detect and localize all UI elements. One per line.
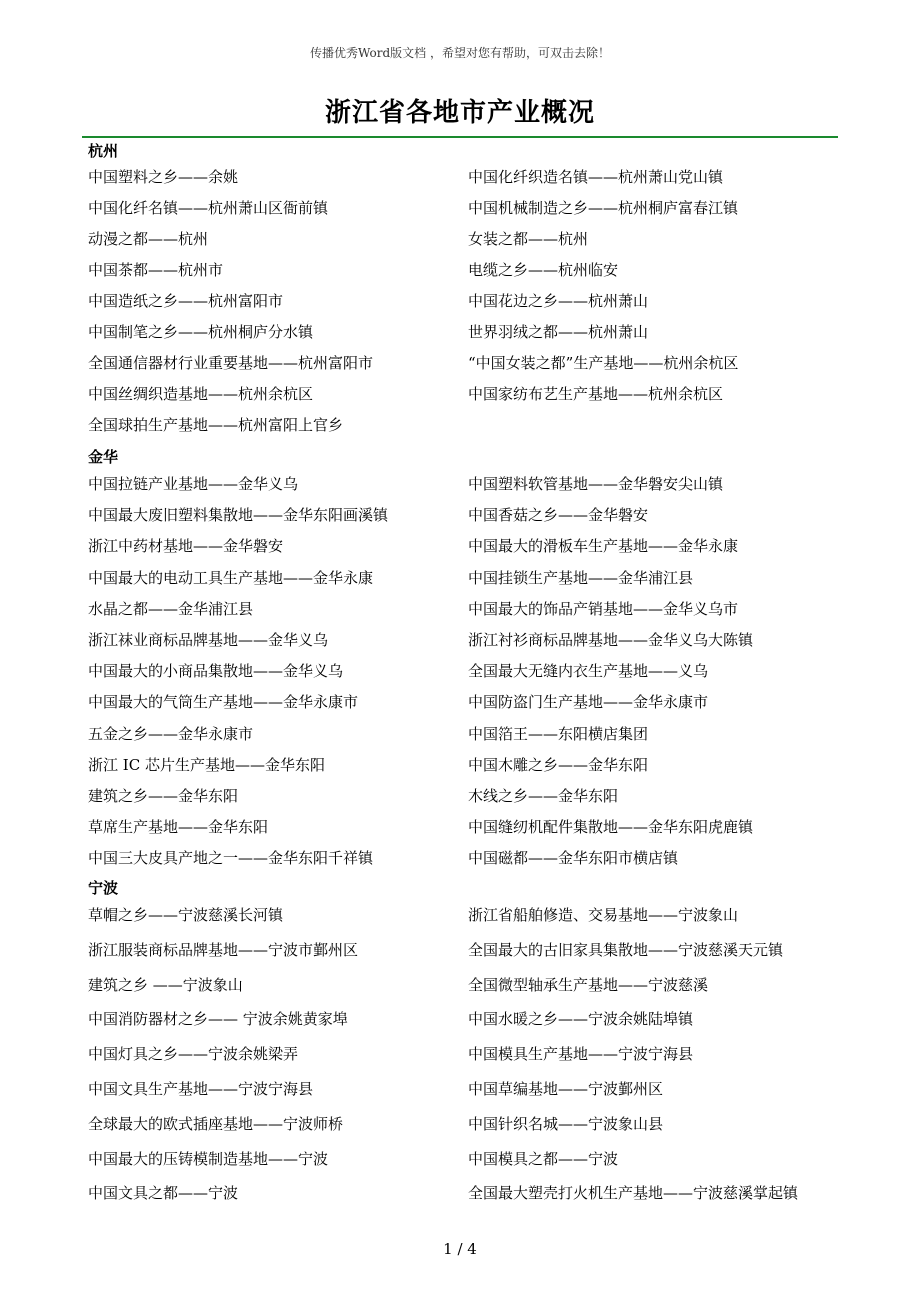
industry-entry: 中国最大的小商品集散地——金华义乌 — [88, 662, 344, 681]
section-heading: 金华 — [88, 448, 119, 466]
industry-entry: 浙江袜业商标品牌基地——金华义乌 — [88, 630, 329, 649]
industry-entry: 中国针织名城——宁波象山县 — [468, 1114, 664, 1133]
industry-entry: 中国模具生产基地——宁波宁海县 — [468, 1045, 694, 1064]
industry-entry: 中国文具生产基地——宁波宁海县 — [88, 1079, 314, 1098]
industry-entry: 全国通信器材行业重要基地——杭州富阳市 — [88, 354, 374, 372]
section-hangzhou — [88, 140, 838, 444]
industry-entry: 电缆之乡——杭州临安 — [468, 261, 619, 279]
table-row — [88, 503, 838, 534]
industry-entry: 中国挂锁生产基地——金华浦江县 — [468, 568, 694, 587]
industry-entry: 中国最大的气筒生产基地——金华永康市 — [88, 693, 359, 712]
industry-entry: 中国造纸之乡——杭州富阳市 — [88, 292, 284, 310]
industry-entry: “中国女装之都”生产基地——杭州余杭区 — [468, 354, 739, 372]
industry-entry: 中国水暖之乡——宁波余姚陆埠镇 — [468, 1010, 694, 1029]
table-row — [88, 382, 838, 413]
industry-entry: 中国消防器材之乡—— 宁波余姚黄家埠 — [88, 1010, 348, 1029]
table-row — [88, 846, 838, 877]
table-row — [88, 289, 838, 320]
table-row — [88, 973, 838, 1008]
table-row — [88, 690, 838, 721]
table-row — [88, 938, 838, 973]
industry-entry: 中国花边之乡——杭州萧山 — [468, 292, 649, 310]
table-row — [88, 1077, 838, 1112]
industry-entry: 中国文具之都——宁波 — [88, 1184, 239, 1203]
industry-entry: 中国磁都——金华东阳市横店镇 — [468, 849, 679, 868]
page-indicator: 1 / 4 — [443, 1240, 477, 1258]
title-divider — [82, 136, 838, 138]
industry-entry: 中国制笔之乡——杭州桐庐分水镇 — [88, 323, 314, 341]
table-row — [88, 320, 838, 351]
table-row — [88, 903, 838, 938]
table-row — [88, 1181, 838, 1216]
table-row — [88, 1147, 838, 1182]
section-heading: 杭州 — [88, 142, 119, 160]
table-row — [88, 628, 838, 659]
industry-entry: 动漫之都——杭州 — [88, 230, 209, 248]
industry-entry: 浙江衬衫商标品牌基地——金华义乌大陈镇 — [468, 630, 754, 649]
industry-entry: 建筑之乡 ——宁波象山 — [88, 975, 243, 994]
table-row — [88, 722, 838, 753]
industry-entry: 全国球拍生产基地——杭州富阳上官乡 — [88, 416, 344, 434]
industry-entry: 中国灯具之乡——宁波余姚梁弄 — [88, 1045, 299, 1064]
industry-entry: 全球最大的欧式插座基地——宁波师桥 — [88, 1114, 344, 1133]
table-row — [88, 165, 838, 196]
industry-entry: 中国家纺布艺生产基地——杭州余杭区 — [468, 385, 724, 403]
industry-entry: 女装之都——杭州 — [468, 230, 589, 248]
table-row — [88, 659, 838, 690]
industry-entry: 中国塑料之乡——余姚 — [88, 168, 239, 186]
industry-entry: 中国化纤织造名镇——杭州萧山党山镇 — [468, 168, 724, 186]
industry-entry: 五金之乡——金华永康市 — [88, 724, 254, 743]
industry-entry: 中国茶都——杭州市 — [88, 261, 224, 279]
industry-entry: 中国丝绸织造基地——杭州余杭区 — [88, 385, 314, 403]
section-body — [88, 162, 838, 444]
table-row — [88, 534, 838, 565]
section-ningbo — [88, 877, 838, 1216]
industry-entry: 浙江省船舶修造、交易基地——宁波象山 — [468, 906, 739, 924]
industry-entry: 浙江服装商标品牌基地——宁波市鄞州区 — [88, 940, 359, 959]
industry-entry: 中国化纤名镇——杭州萧山区衙前镇 — [88, 199, 329, 217]
industry-entry: 中国最大废旧塑料集散地——金华东阳画溪镇 — [88, 506, 389, 525]
industry-entry: 中国机械制造之乡——杭州桐庐富春江镇 — [468, 199, 739, 217]
industry-entry: 中国最大的饰品产销基地——金华义乌市 — [468, 599, 739, 618]
section-body — [88, 899, 838, 1216]
table-row — [88, 227, 838, 258]
industry-entry: 全国最大塑壳打火机生产基地——宁波慈溪掌起镇 — [468, 1184, 799, 1203]
industry-entry: 草席生产基地——金华东阳 — [88, 818, 269, 837]
table-row — [88, 258, 838, 289]
industry-entry: 世界羽绒之都——杭州萧山 — [468, 323, 649, 341]
industry-entry: 中国箔王——东阳横店集团 — [468, 724, 649, 743]
table-row — [88, 351, 838, 382]
industry-entry: 中国香菇之乡——金华磐安 — [468, 506, 649, 525]
table-row — [88, 784, 838, 815]
table-row — [88, 413, 838, 444]
table-row — [88, 472, 838, 503]
industry-entry: 中国木雕之乡——金华东阳 — [468, 755, 649, 774]
industry-entry: 草帽之乡——宁波慈溪长河镇 — [88, 906, 284, 924]
table-row — [88, 566, 838, 597]
industry-entry: 中国最大的电动工具生产基地——金华永康 — [88, 568, 374, 587]
industry-entry: 中国模具之都——宁波 — [468, 1149, 619, 1168]
industry-entry: 中国塑料软管基地——金华磐安尖山镇 — [468, 475, 724, 493]
industry-entry: 中国防盗门生产基地——金华永康市 — [468, 693, 709, 712]
section-heading: 宁波 — [88, 879, 119, 897]
industry-entry: 全国最大的古旧家具集散地——宁波慈溪天元镇 — [468, 940, 784, 959]
industry-entry: 浙江 IC 芯片生产基地——金华东阳 — [88, 755, 325, 774]
industry-entry: 中国缝纫机配件集散地——金华东阳虎鹿镇 — [468, 818, 754, 837]
header-note: 传播优秀Word版文档 ，希望对您有帮助，可双击去除！ — [310, 46, 610, 60]
industry-entry: 全国最大无缝内衣生产基地——义乌 — [468, 662, 709, 681]
industry-entry — [468, 413, 838, 444]
section-body — [88, 468, 838, 877]
industry-entry: 中国最大的压铸模制造基地——宁波 — [88, 1149, 329, 1168]
industry-entry: 全国微型轴承生产基地——宁波慈溪 — [468, 975, 709, 994]
table-row — [88, 196, 838, 227]
industry-entry: 水晶之都——金华浦江县 — [88, 599, 254, 618]
table-row — [88, 1112, 838, 1147]
section-jinhua — [88, 446, 838, 877]
table-row — [88, 815, 838, 846]
industry-entry: 建筑之乡——金华东阳 — [88, 786, 239, 805]
industry-entry: 中国最大的滑板车生产基地——金华永康 — [468, 537, 739, 556]
table-row — [88, 1007, 838, 1042]
industry-entry: 中国三大皮具产地之一——金华东阳千祥镇 — [88, 849, 374, 868]
table-row — [88, 1042, 838, 1077]
page-title: 浙江省各地市产业概况 — [324, 98, 595, 128]
industry-entry: 浙江中药材基地——金华磐安 — [88, 537, 284, 556]
industry-entry: 中国拉链产业基地——金华义乌 — [88, 475, 299, 493]
industry-entry: 中国草编基地——宁波鄞州区 — [468, 1079, 664, 1098]
table-row — [88, 753, 838, 784]
industry-entry: 木线之乡——金华东阳 — [468, 786, 619, 805]
table-row — [88, 597, 838, 628]
